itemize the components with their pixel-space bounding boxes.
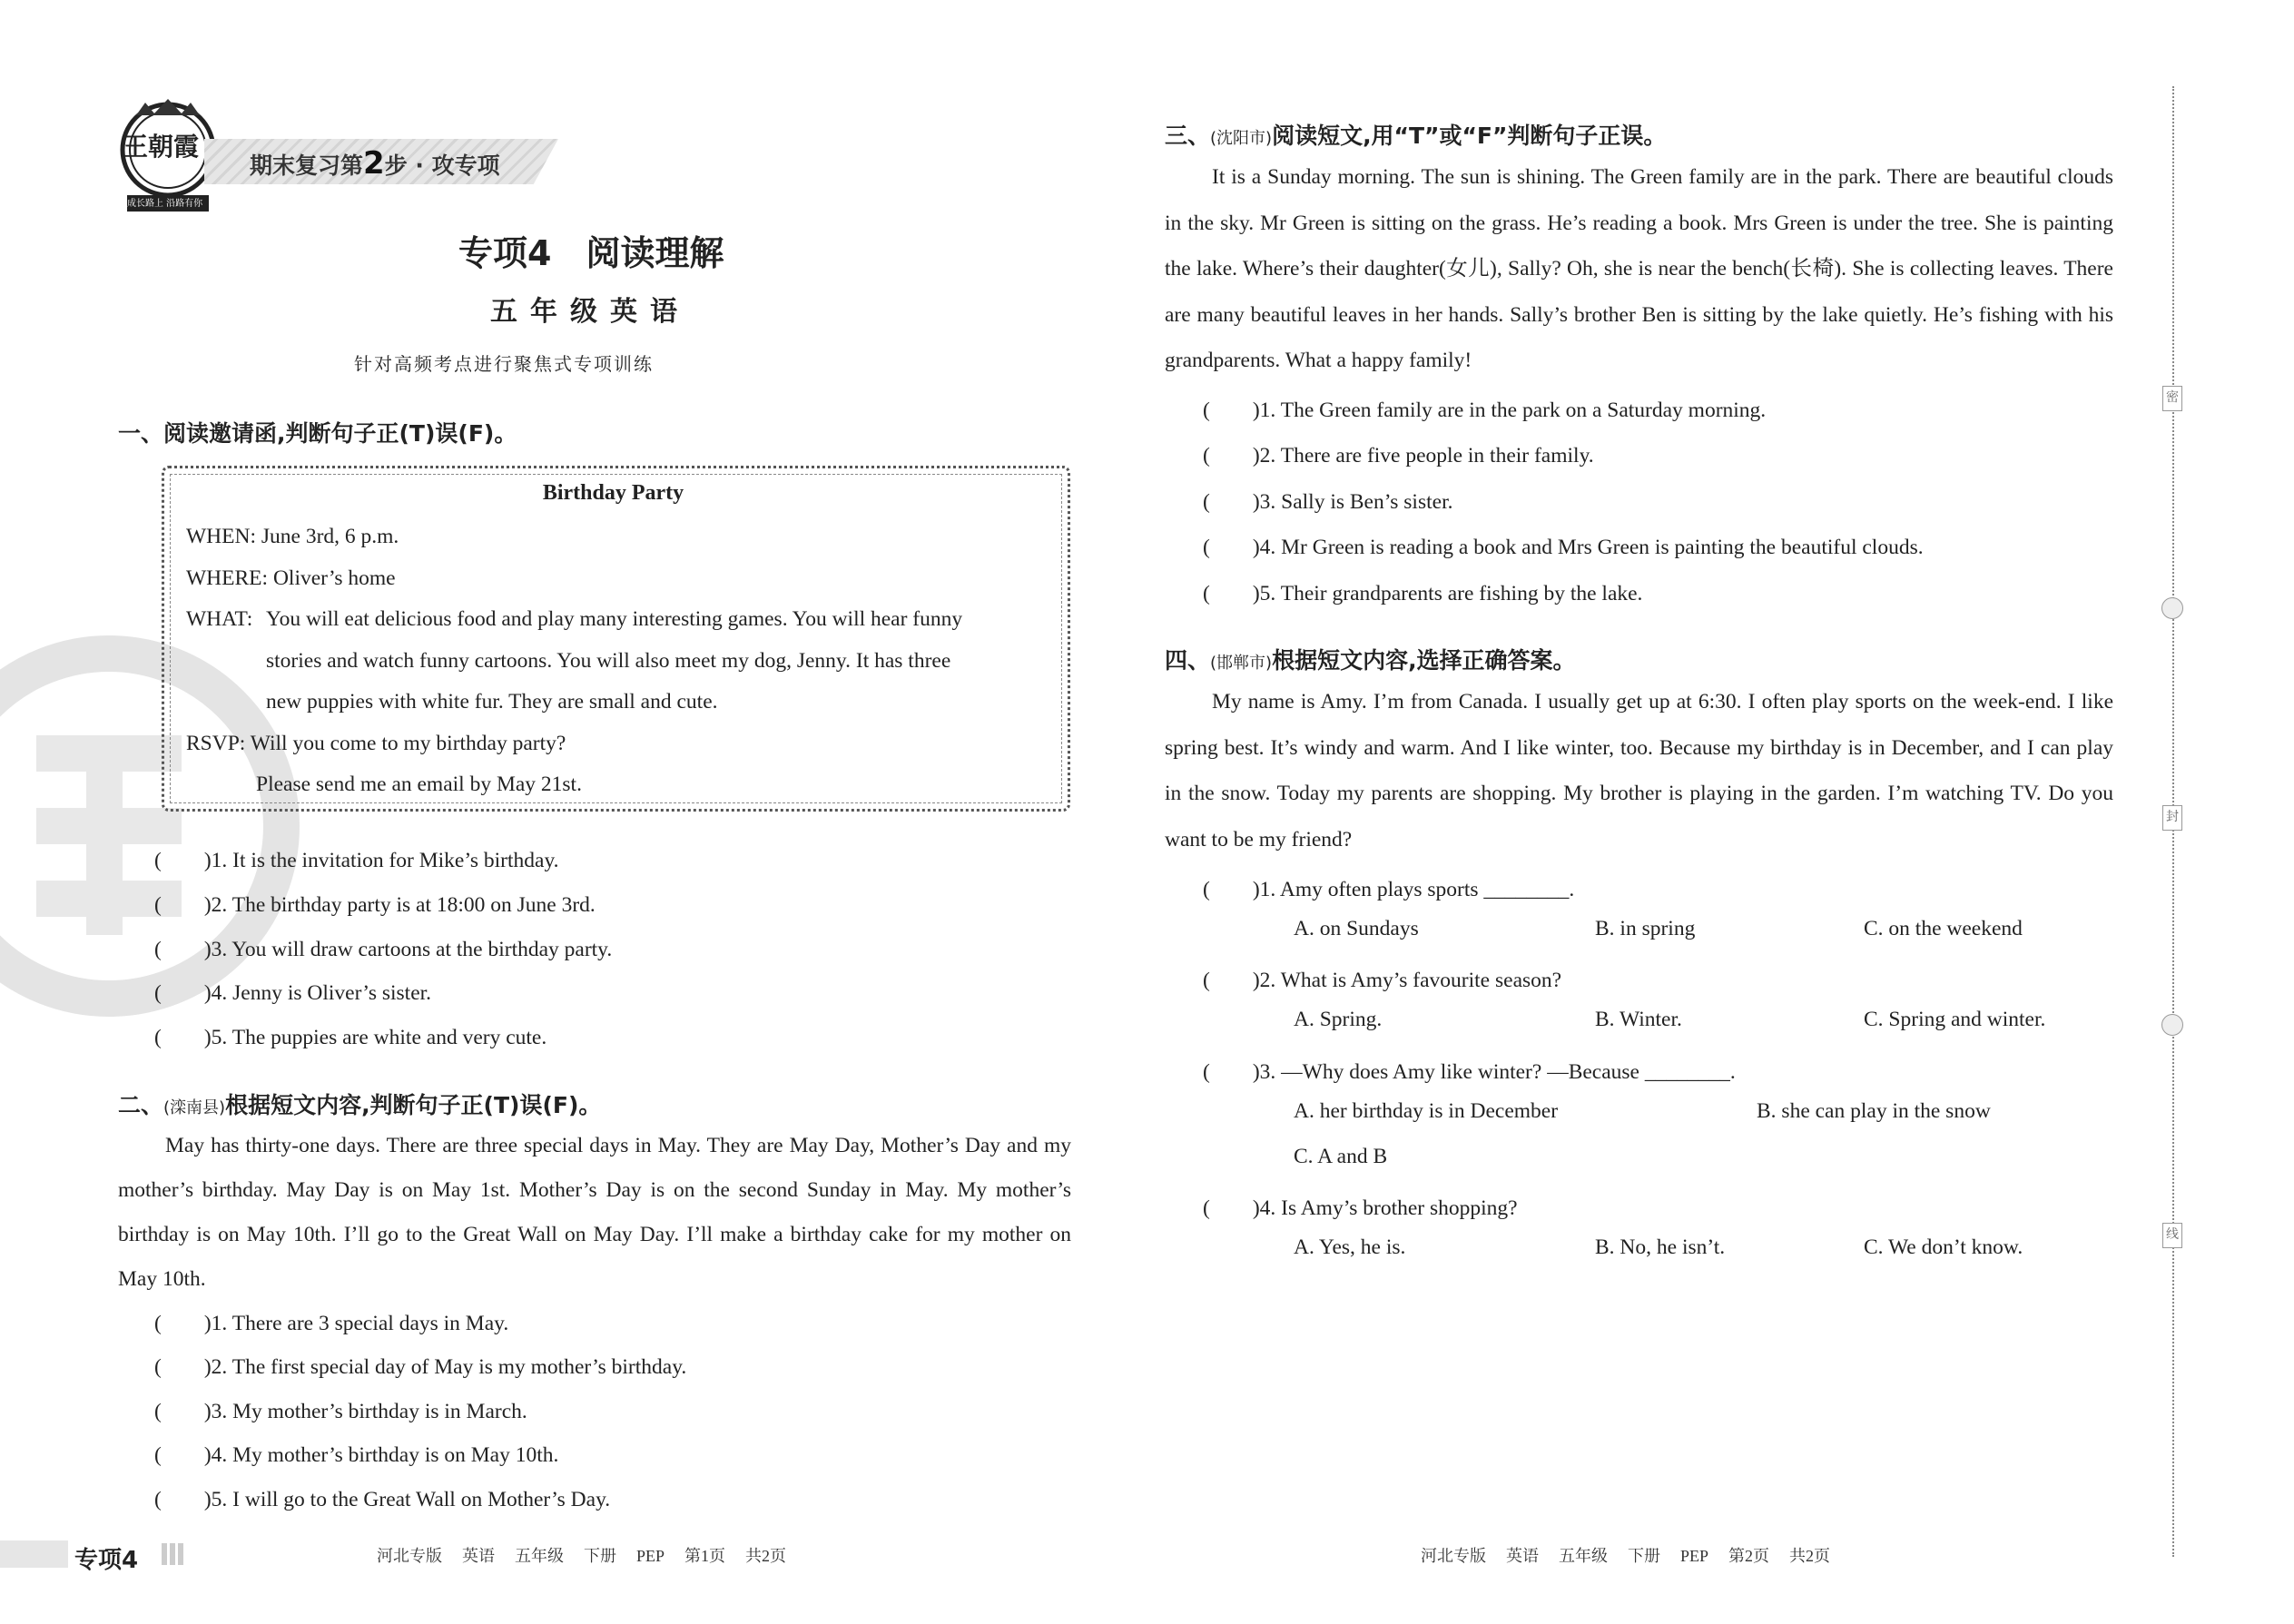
s3-question-4[interactable]: ( )4. Mr Green is reading a book and Mrs Green is painting the beautiful clouds. [1203,536,1924,559]
binding-label-3: 线 [2162,1223,2182,1248]
section2-heading: 二、(滦南县)根据短文内容,判断句子正(T)误(F)。 [118,1092,602,1118]
invitation-what-line1: You will eat delicious food and play many interesting games. You will hear funny [266,607,963,631]
s1-question-5[interactable]: ( )5. The puppies are white and very cute. [154,1026,547,1049]
section1-heading: 一、阅读邀请函,判断句子正(T)误(F)。 [118,420,517,447]
binding-hole-1 [2161,597,2183,619]
footer-right: 河北专版 英语 五年级 下册 PEP 第2页 共2页 [1421,1547,1831,1565]
page-title: 专项4 阅读理解 [458,233,724,273]
logo-motto: 成长路上 沿路有你 [127,199,203,209]
invitation-when: WHEN: June 3rd, 6 p.m. [186,525,399,548]
invitation-what-label: WHAT: [186,607,253,631]
section2-passage: May has thirty-one days. There are three special days in May. They are May Day, Mother’s Day and my mother’s birthday. May Day is on May 1st. Mother’s Day is on the second Sunday in May. My mother’s birthday is on May 10th. I’ll go to the Great Wall on May Day. I’ll make a birthday cake for my mother on May 10th. [118,1134,1071,1291]
section3-heading: 三、(沈阳市)阅读短文,用“T”或“F”判断句子正误。 [1165,123,1667,149]
s4-question-3[interactable]: ( )3. —Why does Amy like winter? —Because ________. [1203,1060,1736,1084]
footer-left: 河北专版 英语 五年级 下册 PEP 第1页 共2页 [377,1547,787,1565]
s4-q4-option-c[interactable]: C. We don’t know. [1864,1235,2023,1259]
s4-question-4[interactable]: ( )4. Is Amy’s brother shopping? [1203,1196,1518,1220]
s1-question-4[interactable]: ( )4. Jenny is Oliver’s sister. [154,981,432,1005]
invitation-rsvp-line2: Please send me an email by May 21st. [256,773,582,796]
s4-q3-option-b[interactable]: B. she can play in the snow [1757,1099,1991,1123]
s4-q3-option-a[interactable]: A. her birthday is in December [1294,1099,1559,1123]
s4-q4-option-a[interactable]: A. Yes, he is. [1294,1235,1406,1259]
invitation-title: Birthday Party [542,481,684,505]
s3-question-5[interactable]: ( )5. Their grandparents are fishing by the lake. [1203,582,1643,605]
s4-q1-option-a[interactable]: A. on Sundays [1294,917,1419,940]
section4-heading: 四、(邯郸市)根据短文内容,选择正确答案。 [1165,647,1576,674]
s2-question-1[interactable]: ( )1. There are 3 special days in May. [154,1312,509,1335]
s3-question-3[interactable]: ( )3. Sally is Ben’s sister. [1203,490,1453,514]
s1-question-1[interactable]: ( )1. It is the invitation for Mike’s birthday. [154,849,559,872]
s4-question-1[interactable]: ( )1. Amy often plays sports ________. [1203,878,1575,901]
invitation-where: WHERE: Oliver’s home [186,566,396,590]
s4-q4-option-b[interactable]: B. No, he isn’t. [1595,1235,1726,1259]
s4-q2-option-b[interactable]: B. Winter. [1595,1008,1682,1031]
s3-question-2[interactable]: ( )2. There are five people in their family. [1203,444,1594,468]
s2-question-2[interactable]: ( )2. The first special day of May is my mother’s birthday. [154,1355,687,1379]
binding-label-1: 密 [2162,386,2182,411]
invitation-what-line3: new puppies with white fur. They are small and cute. [266,690,718,714]
section3-passage: It is a Sunday morning. The sun is shining. The Green family are in the park. There are beautiful clouds in the sky. Mr Green is sitting on the grass. He’s reading a book. Mrs Green is under the tree. She is painting the lake. Where’s their daughter(女儿), Sally? Oh, she is near the bench(长椅). She is collecting leaves. There are many beautiful leaves in her hands. Sally’s brother Ben is sitting by the lake quietly. He’s fishing with his grandparents. What a happy family! [1165,165,2113,372]
binding-label-2: 封 [2162,805,2182,831]
page-subtitle: 五年级英语 [490,296,690,328]
s2-question-3[interactable]: ( )3. My mother’s birthday is in March. [154,1400,527,1423]
footer-tab [0,1540,68,1568]
invitation-rsvp-line1: RSVP: Will you come to my birthday party? [186,732,566,755]
s3-question-1[interactable]: ( )1. The Green family are in the park on a Saturday morning. [1203,399,1767,422]
s4-q2-option-a[interactable]: A. Spring. [1294,1008,1383,1031]
s4-question-2[interactable]: ( )2. What is Amy’s favourite season? [1203,969,1562,992]
invitation-card [162,466,1070,812]
logo-name: 王朝霞 [123,132,200,162]
s4-q3-option-c[interactable]: C. A and B [1294,1145,1388,1168]
s1-question-3[interactable]: ( )3. You will draw cartoons at the birthday party. [154,938,613,961]
invitation-what-line2: stories and watch funny cartoons. You will also meet my dog, Jenny. It has three [266,649,951,673]
section4-passage: My name is Amy. I’m from Canada. I usually get up at 6:30. I often play sports on the week-end. I like spring best. It’s windy and warm. And I like winter, too. Because my birthday is in December, and I can play in the snow. Today my parents are shopping. My brother is playing in the garden. I’m watching TV. Do you want to be my friend? [1165,690,2113,851]
s2-question-5[interactable]: ( )5. I will go to the Great Wall on Mother’s Day. [154,1488,611,1511]
footer-tab-pattern [162,1543,183,1565]
footer-tab-label: 专项4 [74,1547,139,1574]
s2-question-4[interactable]: ( )4. My mother’s birthday is on May 10th. [154,1443,559,1467]
binding-hole-2 [2161,1014,2183,1036]
s4-q1-option-b[interactable]: B. in spring [1595,917,1696,940]
tagline: 针对高频考点进行聚焦式专项训练 [354,355,654,375]
s4-q1-option-c[interactable]: C. on the weekend [1864,917,2023,940]
s4-q2-option-c[interactable]: C. Spring and winter. [1864,1008,2046,1031]
banner-text: 期末复习第2步 · 攻专项 [250,145,500,182]
s1-question-2[interactable]: ( )2. The birthday party is at 18:00 on June 3rd. [154,893,596,917]
